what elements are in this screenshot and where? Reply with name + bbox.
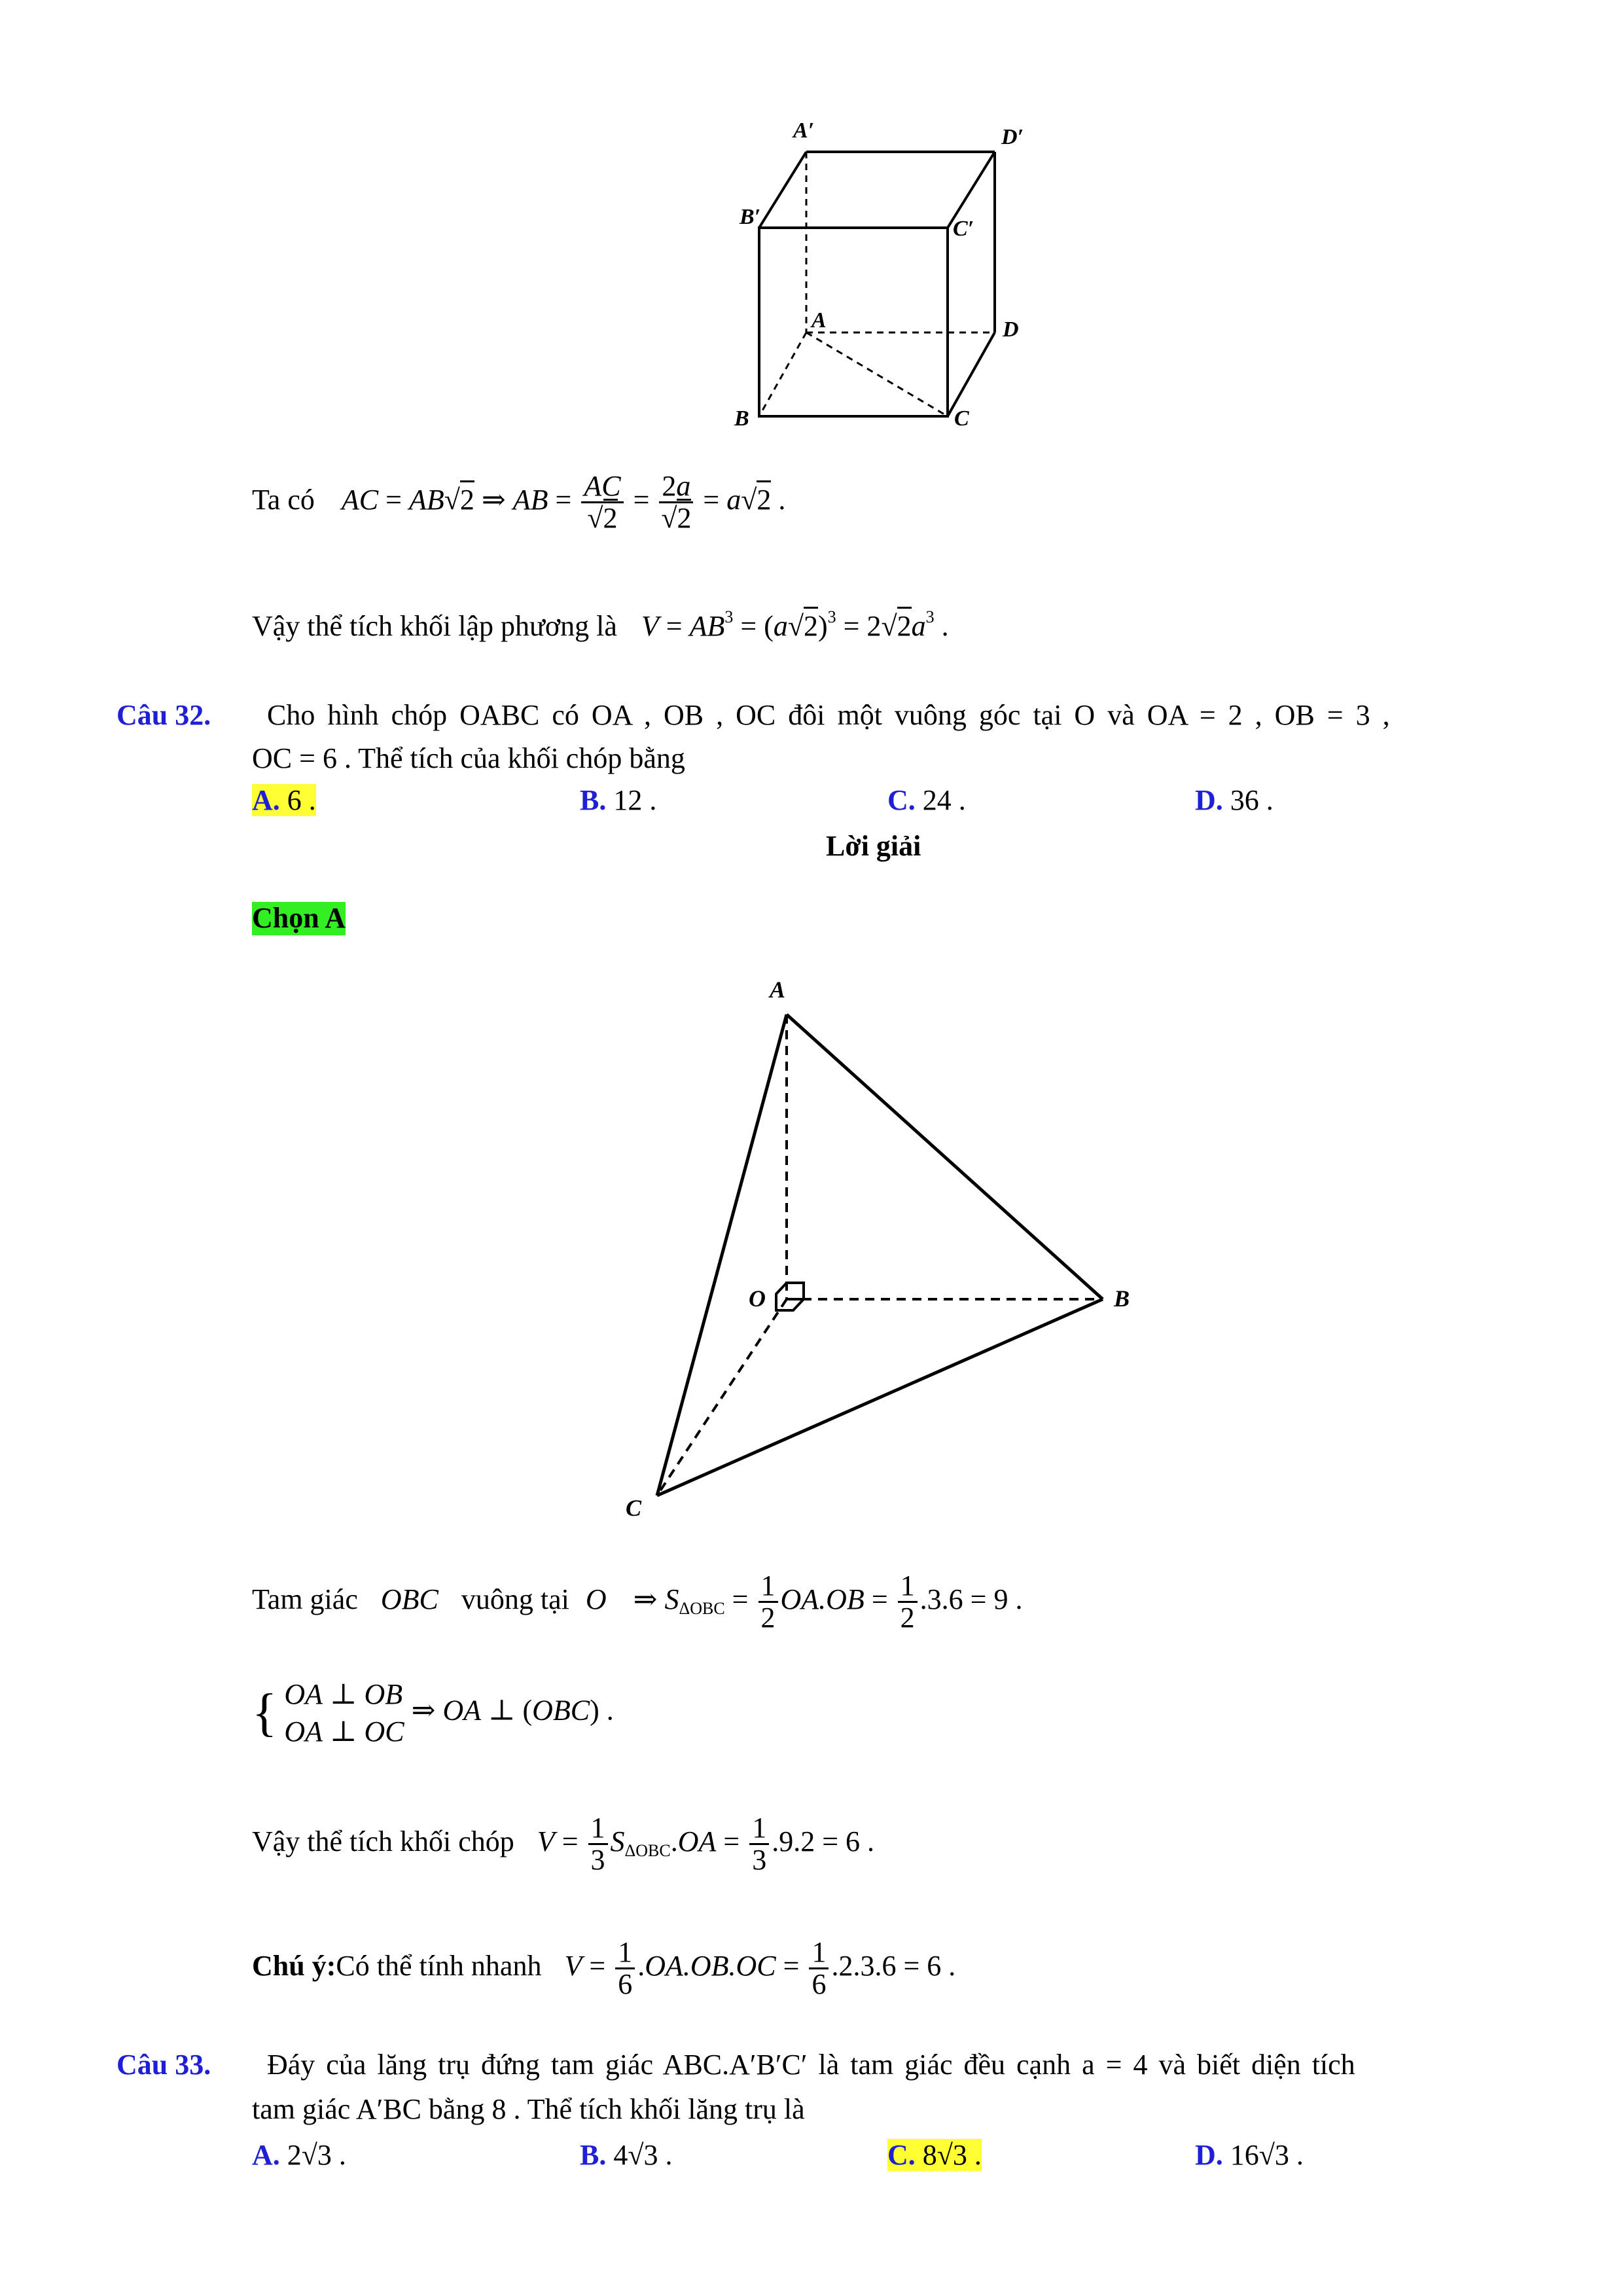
q32-sol-line1-mid: vuông tại	[461, 1583, 569, 1615]
prev-solution-line-1-text: Ta có	[252, 483, 315, 516]
q32-sol-line1-prefix: Tam giác	[252, 1583, 358, 1615]
q33-option-c-value: 8√3 .	[922, 2139, 982, 2171]
q32-solution-line-3: Vậy thể tích khối chóp V = $\frac{1}{3}$ $S_{\Delta OBC}.OA$ = $\frac{1}{3}$ .9.2 = 6 .	[252, 1812, 875, 1876]
q32-option-b-value: 12 .	[613, 784, 657, 816]
cube-figure	[720, 111, 1086, 439]
pyramid-label-a: A	[770, 977, 786, 1003]
cube-label-d-prime: D′	[1001, 125, 1024, 149]
cube-label-c: C	[954, 406, 969, 431]
q32-choice-badge: Chọn A	[252, 902, 346, 934]
cube-label-b-prime: B′	[740, 205, 761, 229]
q32-number: Câu 32.	[116, 699, 211, 731]
q33-text-line-1: Đáy của lăng trụ đứng tam giác ABC.A′B′C′ là tam giác đều cạnh a = 4 và biết diện tích	[267, 2049, 1355, 2081]
q33-option-b-value: 4√3 .	[613, 2139, 673, 2171]
q32-note-text: Có thể tính nhanh	[336, 1949, 542, 1982]
q33-option-a[interactable]	[252, 2139, 346, 2172]
pyramid-figure	[615, 969, 1152, 1525]
q32-option-c-letter: C.	[887, 784, 916, 816]
pyramid-label-c: C	[626, 1495, 642, 1521]
pyramid-label-o: O	[749, 1285, 766, 1312]
cube-label-d: D	[1003, 317, 1019, 342]
q32-option-d-letter: D.	[1195, 784, 1223, 816]
q33-option-a-letter: A.	[252, 2139, 280, 2171]
cube-label-a-prime: A′	[793, 118, 815, 143]
cube-label-a: A	[812, 308, 827, 332]
q33-option-d-value: 16√3 .	[1230, 2139, 1304, 2171]
q33-option-b-letter: B.	[580, 2139, 607, 2171]
q33-option-c-letter: C.	[887, 2139, 916, 2171]
q32-solution-title: Lời giải	[826, 830, 921, 862]
prev-solution-line-2-text: Vậy thể tích khối lập phương là	[252, 610, 617, 642]
cube-label-c-prime: C′	[953, 217, 974, 241]
q33-option-d-letter: D.	[1195, 2139, 1223, 2171]
q32-option-b-letter: B.	[580, 784, 607, 816]
q32-option-c-value: 24 .	[922, 784, 966, 816]
q32-note: Chú ý:Có thể tính nhanh V = $\frac{1}{6}$ .OA.OB.OC = $\frac{1}{6}$ .2.3.6 = 6 .	[252, 1936, 956, 2001]
q32-option-a-letter: A.	[252, 784, 280, 816]
pyramid-label-b: B	[1114, 1285, 1130, 1312]
q33-option-c[interactable]	[887, 2139, 982, 2172]
prev-solution-line-1: Ta có AC = AB√2 ⇒ AB = $\frac{AC}{√2}$ = $\frac{2a}{√2}$ = a√2 .	[252, 470, 786, 535]
q32-text-line-1: Cho hình chóp OABC có OA , OB , OC đôi một vuông góc tại O và OA = 2 , OB = 3 ,	[267, 699, 1390, 731]
q33-option-a-value: 2√3 .	[287, 2139, 346, 2171]
q33-number: Câu 33.	[116, 2049, 211, 2081]
q33-option-b[interactable]	[580, 2139, 673, 2172]
q32-note-label: Chú ý:	[252, 1949, 336, 1982]
q32-option-a-value: 6 .	[287, 784, 316, 816]
q32-sol-line3-text: Vậy thể tích khối chóp	[252, 1825, 514, 1857]
q33-text-line-2: tam giác A′BC bằng 8 . Thể tích khối lăng trụ là	[252, 2093, 805, 2125]
q32-option-b[interactable]	[580, 784, 656, 817]
q32-option-d[interactable]	[1195, 784, 1274, 817]
q33-option-d[interactable]	[1195, 2139, 1304, 2172]
q32-option-a[interactable]	[252, 784, 316, 817]
q32-text-line-2: OC = 6 . Thể tích của khối chóp bằng	[252, 742, 685, 774]
prev-solution-line-2: Vậy thể tích khối lập phương là $V = AB^3 = (a√2)^3 = 2√2a^3$ .	[252, 607, 949, 642]
q32-solution-line-2: { OA ⊥ OB OA ⊥ OC ⇒ OA ⊥ (OBC) .	[252, 1678, 614, 1748]
cube-label-b: B	[734, 406, 749, 431]
q32-solution-line-1: Tam giác OBC vuông tại O ⇒ $S_{\Delta OBC}$ = $\frac{1}{2}$ OA.OB = $\frac{1}{2}$ .3.6 = 9 .	[252, 1570, 1023, 1634]
q32-option-c[interactable]	[887, 784, 966, 817]
q32-option-d-value: 36 .	[1230, 784, 1274, 816]
